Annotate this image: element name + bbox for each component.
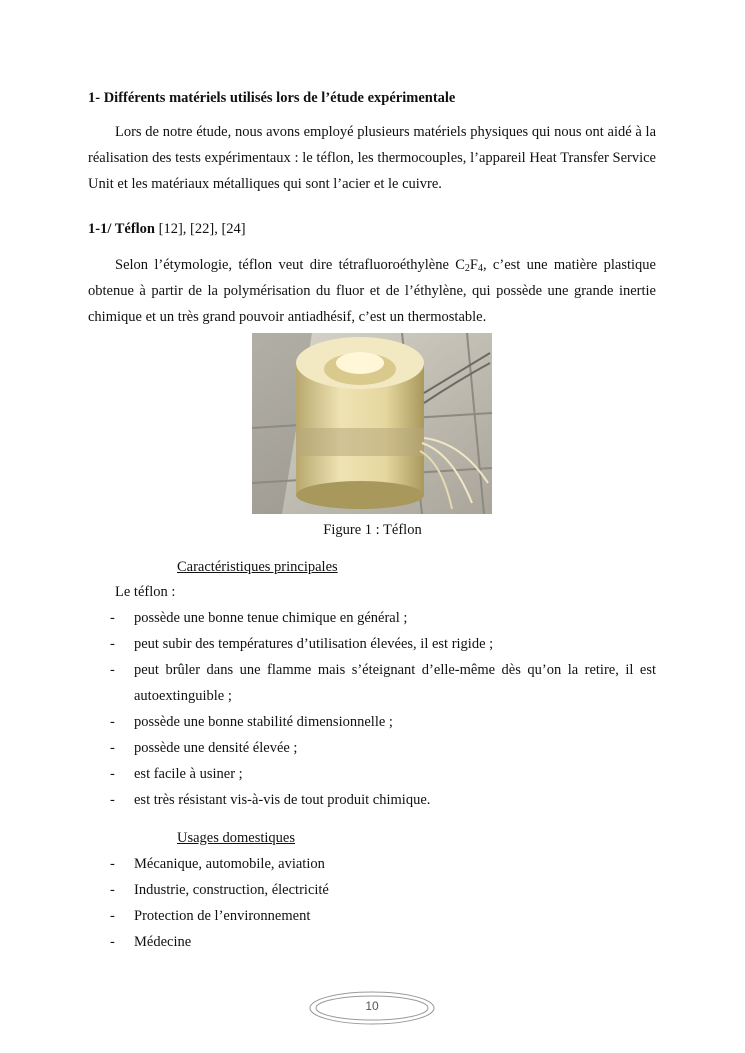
list-bullet: - <box>110 610 115 626</box>
list-bullet: - <box>110 714 115 730</box>
list-item <box>107 787 656 813</box>
list-item-text: peut brûler dans une flamme mais s’éteignant d’elle-même dès qu’on la retire, il est autoextinguible ; <box>134 662 656 704</box>
formula-f: F <box>469 257 478 273</box>
list-bullet: - <box>110 856 115 872</box>
list-item <box>107 605 656 631</box>
characteristics-heading: Caractéristiques principales <box>177 559 338 575</box>
list-item <box>107 657 656 709</box>
usages-heading: Usages domestiques <box>177 830 295 846</box>
figure-caption: Figure 1 : Téflon <box>323 522 422 538</box>
list-item-text: Protection de l’environnement <box>134 908 311 924</box>
characteristics-intro: Le téflon : <box>115 584 176 600</box>
list-item-text: est très résistant vis-à-vis de tout produit chimique. <box>134 792 431 808</box>
list-item-text: possède une bonne tenue chimique en général ; <box>134 610 408 626</box>
list-item-text: possède une densité élevée ; <box>134 740 298 756</box>
list-item-text: Industrie, construction, électricité <box>134 882 329 898</box>
list-bullet: - <box>110 882 115 898</box>
page-number: 10 <box>365 999 379 1013</box>
teflon-photo <box>252 333 492 514</box>
list-bullet: - <box>110 766 115 782</box>
intro-paragraph: Lors de notre étude, nous avons employé plusieurs matériels physiques qui nous ont aidé à la réalisation des tests expérimentaux : le téflon, les thermocouples, l’appareil Heat Transfer Service Unit et les matériaux métalliques qui sont l’acier et le cuivre. <box>88 124 656 192</box>
section-heading: 1- Différents matériels utilisés lors de l’étude expérimentale <box>88 90 456 106</box>
characteristics-list <box>107 605 656 813</box>
usages-list <box>107 851 656 955</box>
list-item <box>107 903 656 929</box>
list-item <box>107 761 656 787</box>
list-item <box>107 877 656 903</box>
subsection-title-text: 1-1/ Téflon <box>88 221 155 237</box>
list-bullet: - <box>110 792 115 808</box>
list-item <box>107 929 656 955</box>
list-item-text: peut subir des températures d’utilisation élevées, il est rigide ; <box>134 636 494 652</box>
list-item-text: possède une bonne stabilité dimensionnelle ; <box>134 714 393 730</box>
list-bullet: - <box>110 740 115 756</box>
formula-subscript-f: 4 <box>478 263 483 274</box>
list-bullet: - <box>110 662 115 678</box>
list-item <box>107 631 656 657</box>
definition-text-end: , c’est une matière plastique obtenue à partir de la polymérisation du fluor et de l’éthylène, qui possède une grande inertie chimique et un très grand pouvoir antiadhésif, c’est un thermostable. <box>88 257 656 325</box>
list-bullet: - <box>110 934 115 950</box>
list-item <box>107 735 656 761</box>
list-bullet: - <box>110 636 115 652</box>
formula-subscript-c: 2 <box>464 263 470 274</box>
definition-text-start: Selon l’étymologie, téflon veut dire tétrafluoroéthylène C <box>115 257 465 273</box>
subsection-refs: [12], [22], [24] <box>155 221 246 237</box>
list-item <box>107 709 656 735</box>
list-item-text: Mécanique, automobile, aviation <box>134 856 325 872</box>
list-item <box>107 851 656 877</box>
list-item-text: Médecine <box>134 934 192 950</box>
list-bullet: - <box>110 908 115 924</box>
subsection-title <box>88 219 656 239</box>
list-item-text: est facile à usiner ; <box>134 766 243 782</box>
teflon-definition-paragraph <box>88 252 656 330</box>
page-number-badge <box>308 990 436 1026</box>
